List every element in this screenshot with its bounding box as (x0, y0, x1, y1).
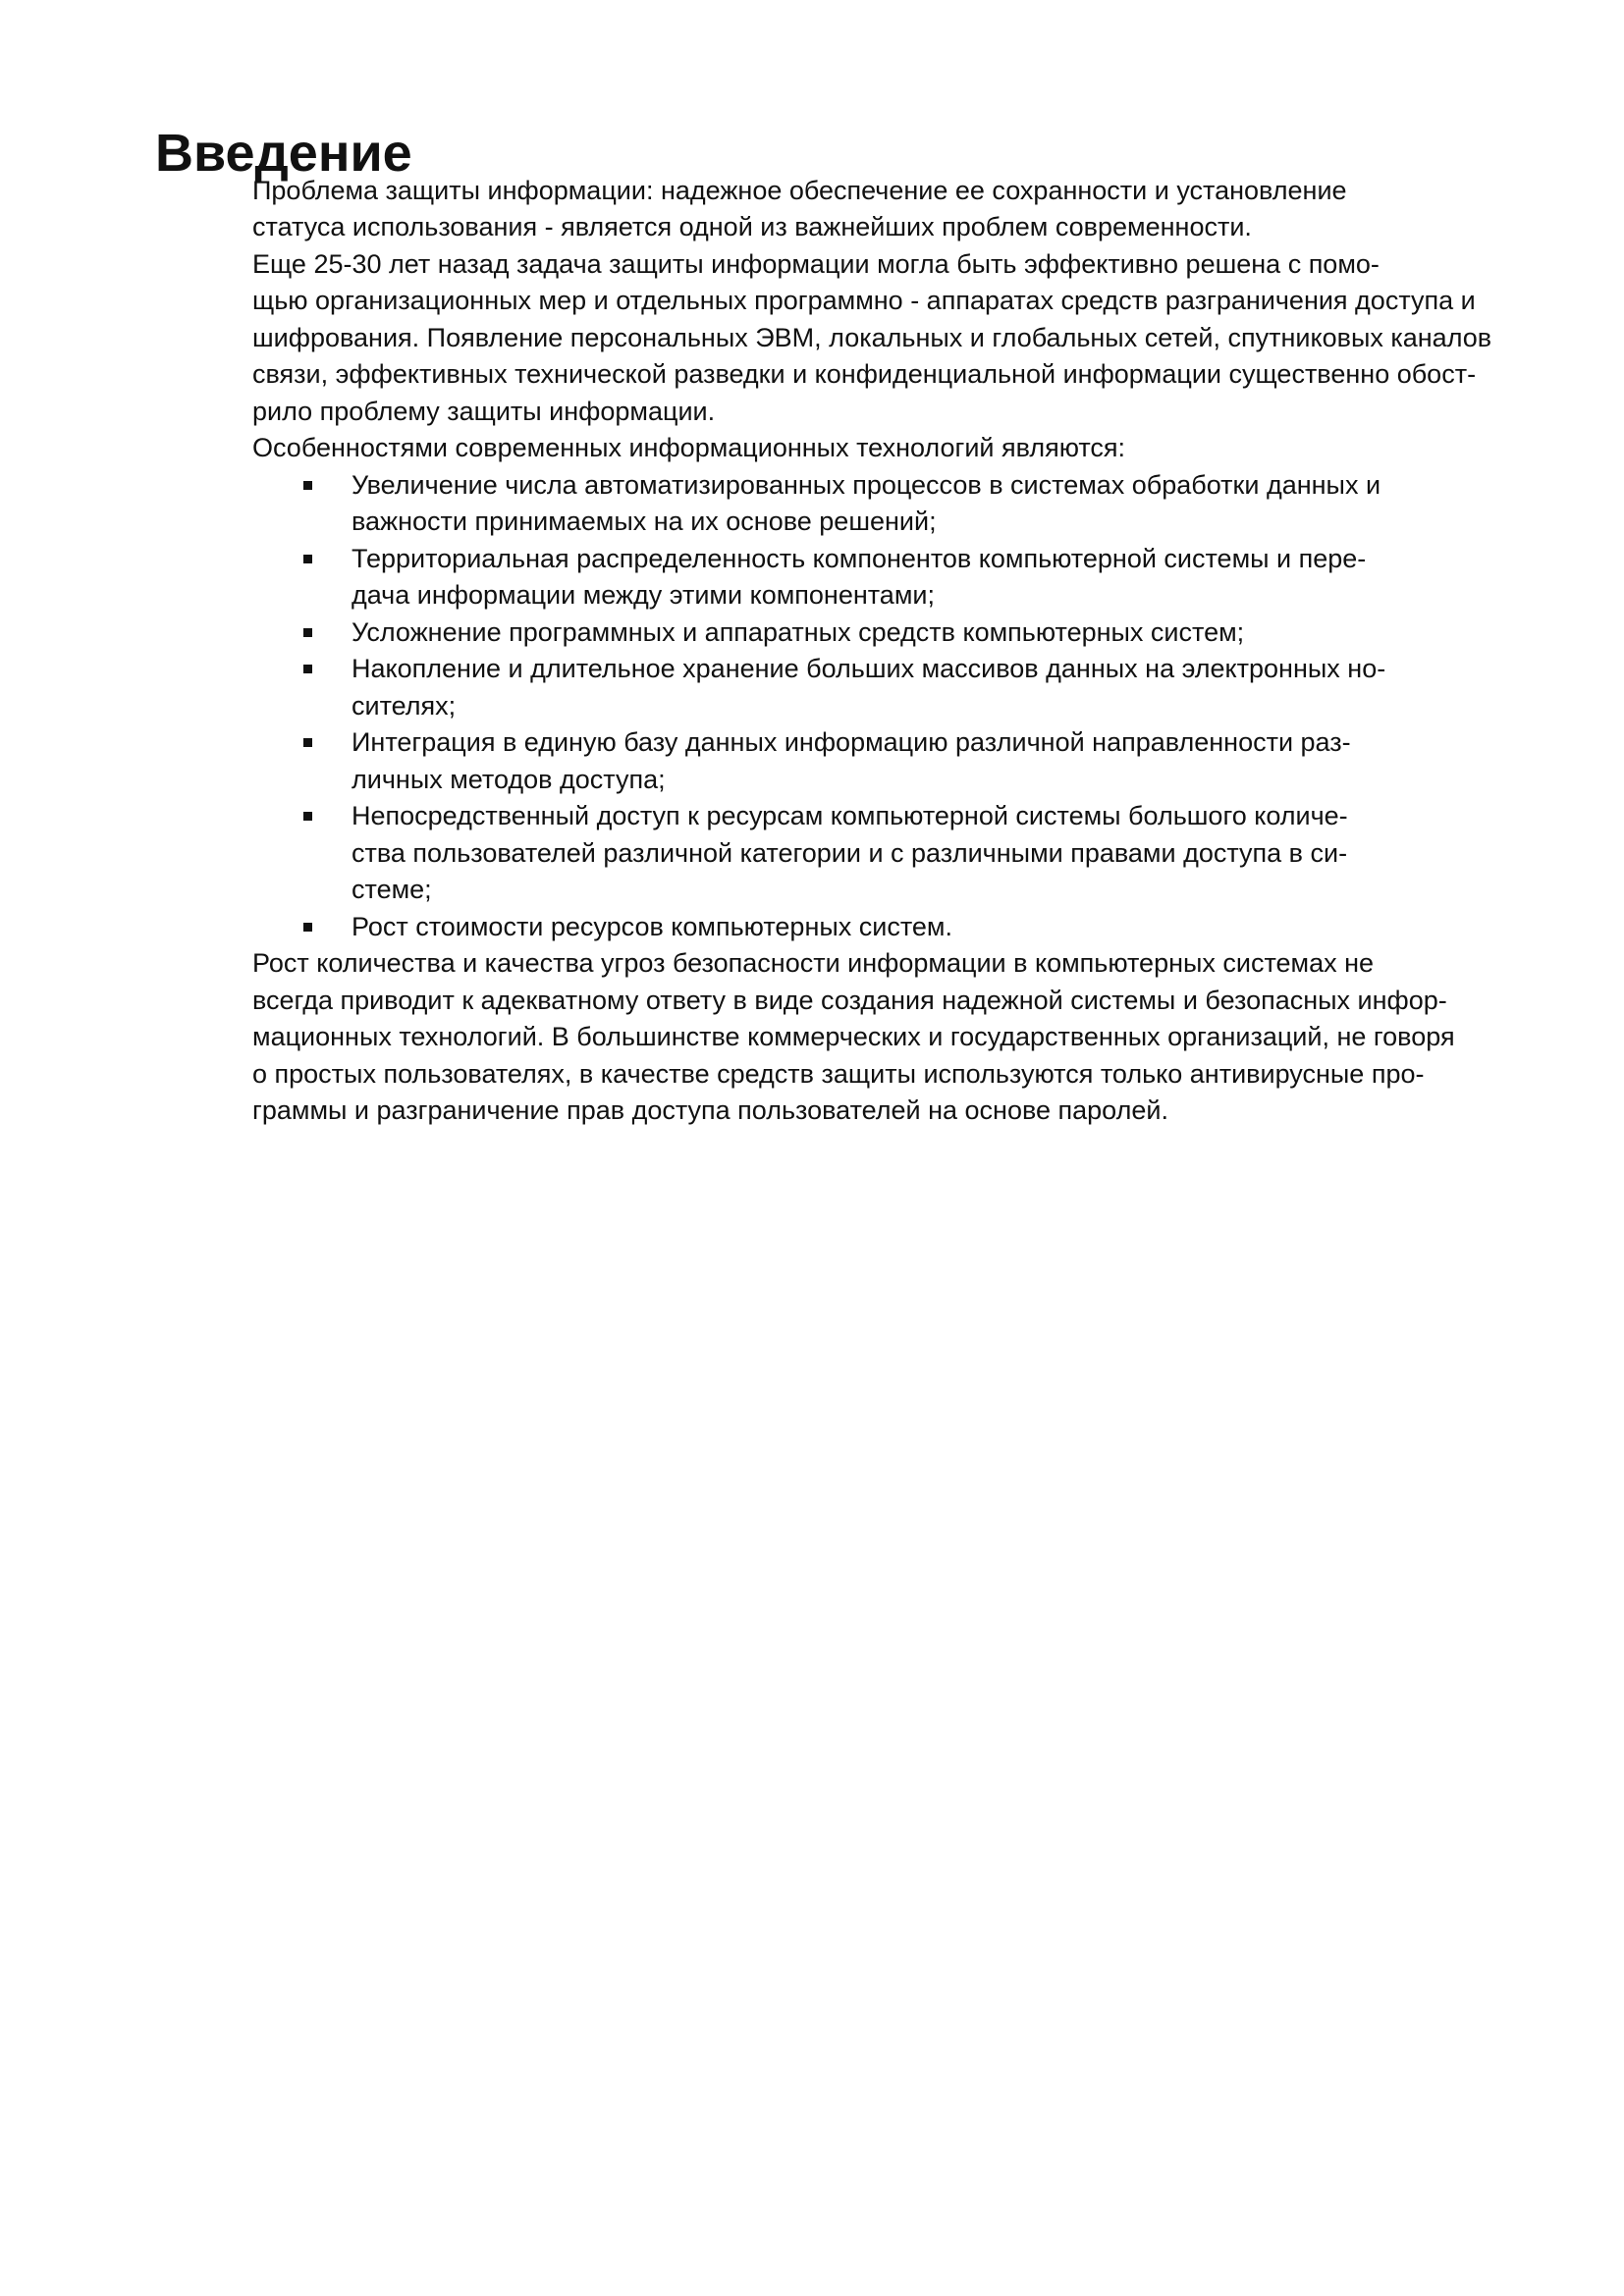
square-bullet-icon (303, 665, 312, 673)
text-line: Усложнение программных и аппаратных средств компьютерных систем; (352, 616, 1245, 647)
text-line: граммы и разграничение прав доступа пользователей на основе паролей. (252, 1095, 1168, 1125)
list-item (352, 724, 1461, 798)
text-line: связи, эффективных технической разведки и конфиденциальной информации существенно обост- (252, 359, 1477, 389)
text-line: Еще 25-30 лет назад задача защиты информации могла быть эффективно решена с помо- (252, 248, 1380, 279)
square-bullet-icon (303, 481, 312, 490)
text-line: Рост стоимости ресурсов компьютерных систем. (352, 911, 952, 941)
text-line: личных методов доступа; (352, 764, 666, 794)
text-line: Непосредственный доступ к ресурсам компьютерной системы большого количе- (352, 801, 1348, 830)
text-line: Увеличение числа автоматизированных процессов в системах обработки данных и (352, 469, 1381, 500)
paragraph-features-lead (155, 430, 1461, 467)
paragraph-closing (155, 945, 1461, 1130)
text-line: статуса использования - является одной из важнейших проблем современности. (252, 212, 1252, 241)
list-item (352, 909, 1461, 946)
paragraph-intro (155, 173, 1461, 246)
text-line: о простых пользователях, в качестве средств защиты используются только антивирусные про- (252, 1058, 1425, 1089)
text-line: мационных технологий. В большинстве коммерческих и государственных организаций, не говоря (252, 1022, 1455, 1051)
text-line: стеме; (352, 875, 432, 904)
square-bullet-icon (303, 738, 312, 747)
text-line: Рост количества и качества угроз безопасности информации в компьютерных системах не (252, 948, 1375, 978)
text-line: Интеграция в единую базу данных информацию различной направленности раз- (352, 727, 1351, 757)
list-item (352, 614, 1461, 652)
square-bullet-icon (303, 812, 312, 821)
text-line: Проблема защиты информации: надежное обеспечение ее сохранности и установление (252, 175, 1347, 205)
list-item (352, 798, 1461, 909)
features-list (155, 467, 1461, 946)
list-item (352, 651, 1461, 724)
text-line: сителях; (352, 690, 457, 721)
text-line: щью организационных мер и отдельных программно - аппаратах средств разграничения доступа и (252, 286, 1476, 315)
section-heading: Введение (155, 124, 412, 183)
document-page (155, 124, 1492, 1130)
list-item (352, 467, 1461, 541)
text-line: Накопление и длительное хранение больших массивов данных на электронных но- (352, 654, 1386, 683)
text-line: важности принимаемых на их основе решений; (352, 507, 937, 536)
text-line: ства пользователей различной категории и с различными правами доступа в си- (352, 837, 1348, 868)
text-line: всегда приводит к адекватному ответу в виде создания надежной системы и безопасных инфор- (252, 985, 1447, 1015)
text-line: шифрования. Появление персональных ЭВМ, локальных и глобальных сетей, спутниковых каналов (252, 322, 1492, 352)
list-item (352, 541, 1461, 614)
square-bullet-icon (303, 628, 312, 637)
text-line: Особенностями современных информационных технологий являются: (252, 433, 1126, 462)
text-line: рило проблему защиты информации. (252, 396, 716, 426)
text-line: дача информации между этими компонентами; (352, 580, 935, 610)
paragraph-history (155, 246, 1492, 431)
text-line: Территориальная распределенность компонентов компьютерной системы и пере- (352, 543, 1367, 573)
square-bullet-icon (303, 923, 312, 932)
square-bullet-icon (303, 555, 312, 563)
